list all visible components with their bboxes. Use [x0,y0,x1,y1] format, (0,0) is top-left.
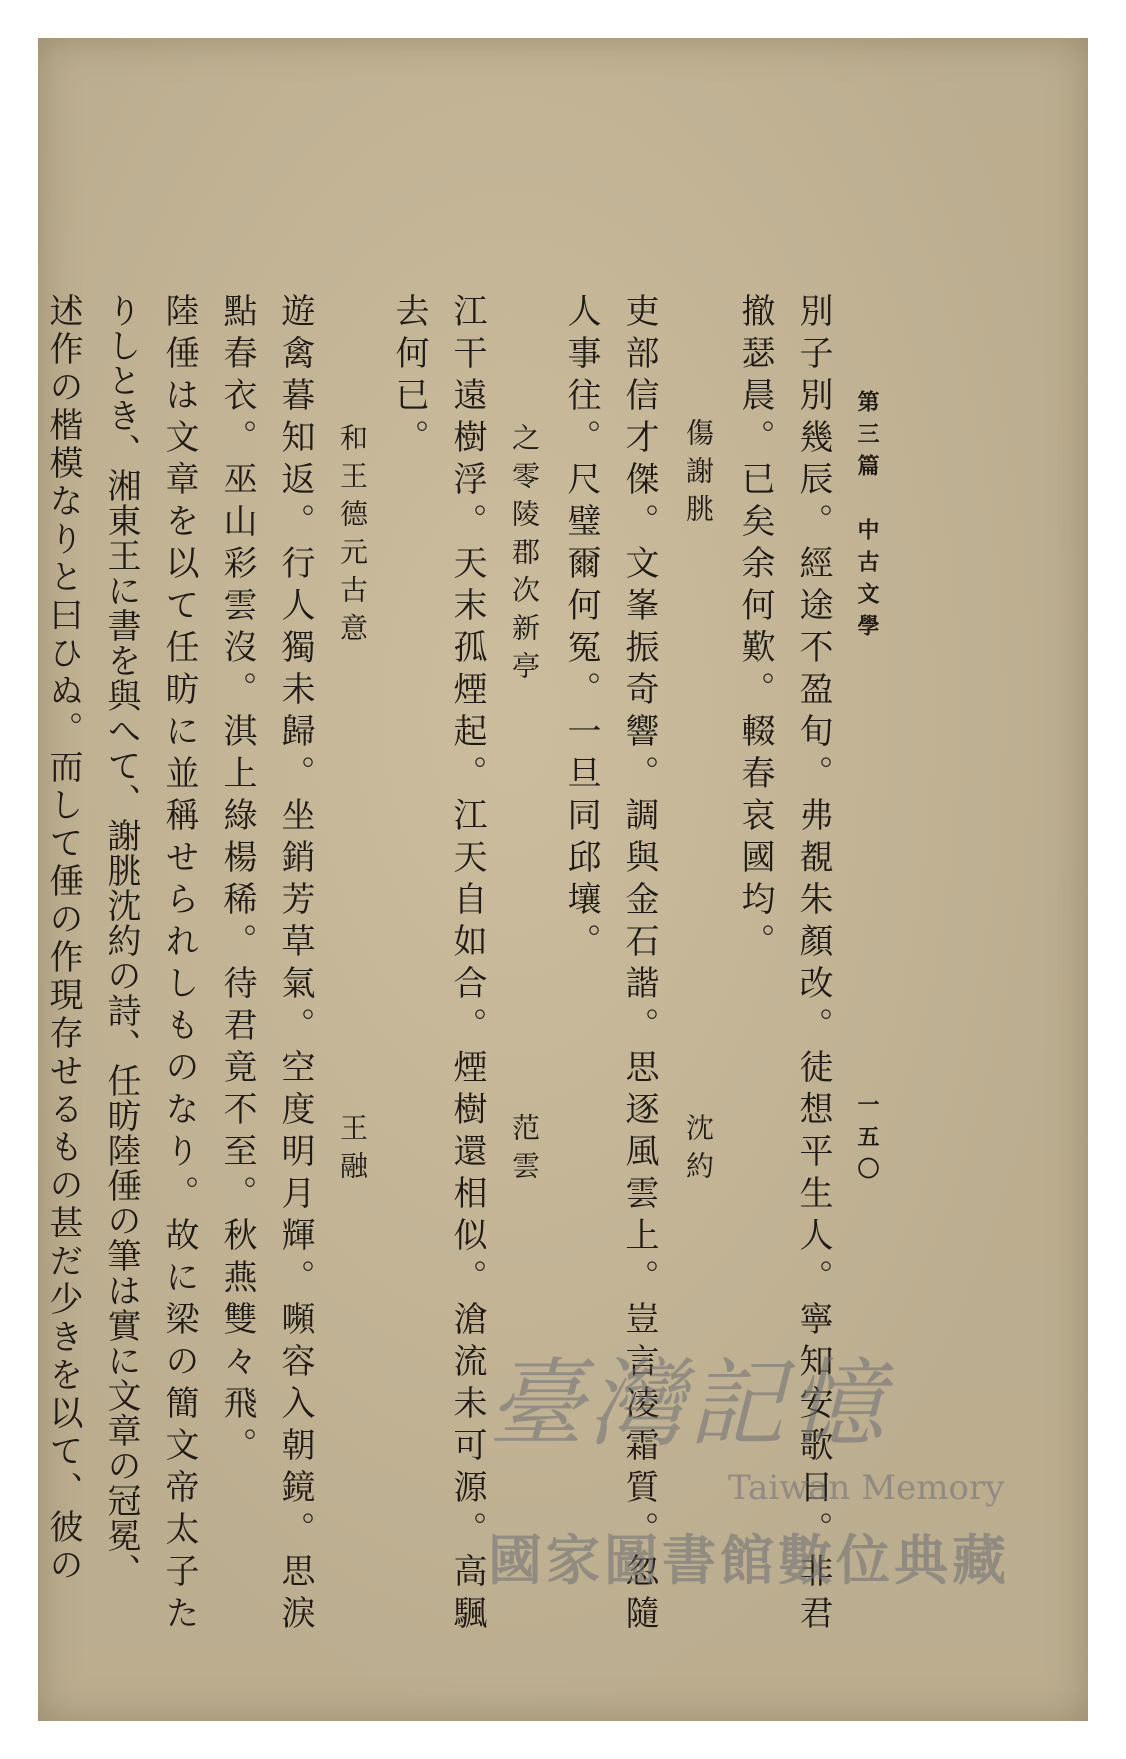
watermark-english: Taiwan Memory [728,1468,1005,1508]
text-column-14: 述作の楷模なりと曰ひぬ。而して倕の作現存せるもの甚だ少きを以て、彼の [43,293,83,1585]
section-header: 第三篇 中古文學 [854,390,880,646]
page-number: 一五〇 [854,1093,880,1189]
text-column-10: 遊禽暮知返。行人獨未歸。坐銷芳草氣。空度明月輝。嚬容入朝鏡。思淚 [275,293,315,1637]
watermark-library-name: 國家圖書館數位典藏 [488,1529,1010,1592]
book-page [38,38,1088,1721]
watermark-script-logo: 臺灣記憶 [488,1348,888,1460]
poem-title-ling-ling: 之零陵郡次新亭 [508,423,541,689]
poem-title-shang-xie-tiao: 傷謝朓 [682,418,715,532]
text-column-4: 吏部信才傑。文峯振奇響。調與金石諧。思逐風雲上。豈言凌霜質。忽隨 [619,293,659,1637]
text-column-12: 陸倕は文章を以て任昉に並稱せられしものなり。故に梁の簡文帝太子た [159,293,199,1637]
poem-title-he-wang: 和王德元古意 [336,423,369,651]
poem-author-wang-rong: 王融 [336,1113,369,1189]
text-column-8: 去何已。 [389,293,429,461]
text-column-1: 別子別幾辰。經途不盈旬。弗覩朱顏改。徒想平生人。寧知安歌日。非君 [793,293,833,1637]
text-column-2: 撤瑟晨。已矣余何歎。輟春哀國均。 [735,293,775,965]
poem-author-shen-yue: 沈約 [682,1113,715,1189]
text-column-7: 江干遠樹浮。天末孤煙起。江天自如合。煙樹還相似。滄流未可源。高颿 [447,293,487,1637]
text-column-11: 點春衣。巫山彩雲沒。淇上綠楊稀。待君竟不至。秋燕雙々飛。 [217,293,257,1469]
poem-author-fan-yun: 范雲 [508,1113,541,1189]
text-column-5: 人事往。尺璧爾何冤。一旦同邱壤。 [561,293,601,965]
text-column-13: りしとき、湘東王に書を與へて、謝朓沈約の詩、任昉陸倕の筆は實に文章の冠冕、 [101,293,141,1588]
